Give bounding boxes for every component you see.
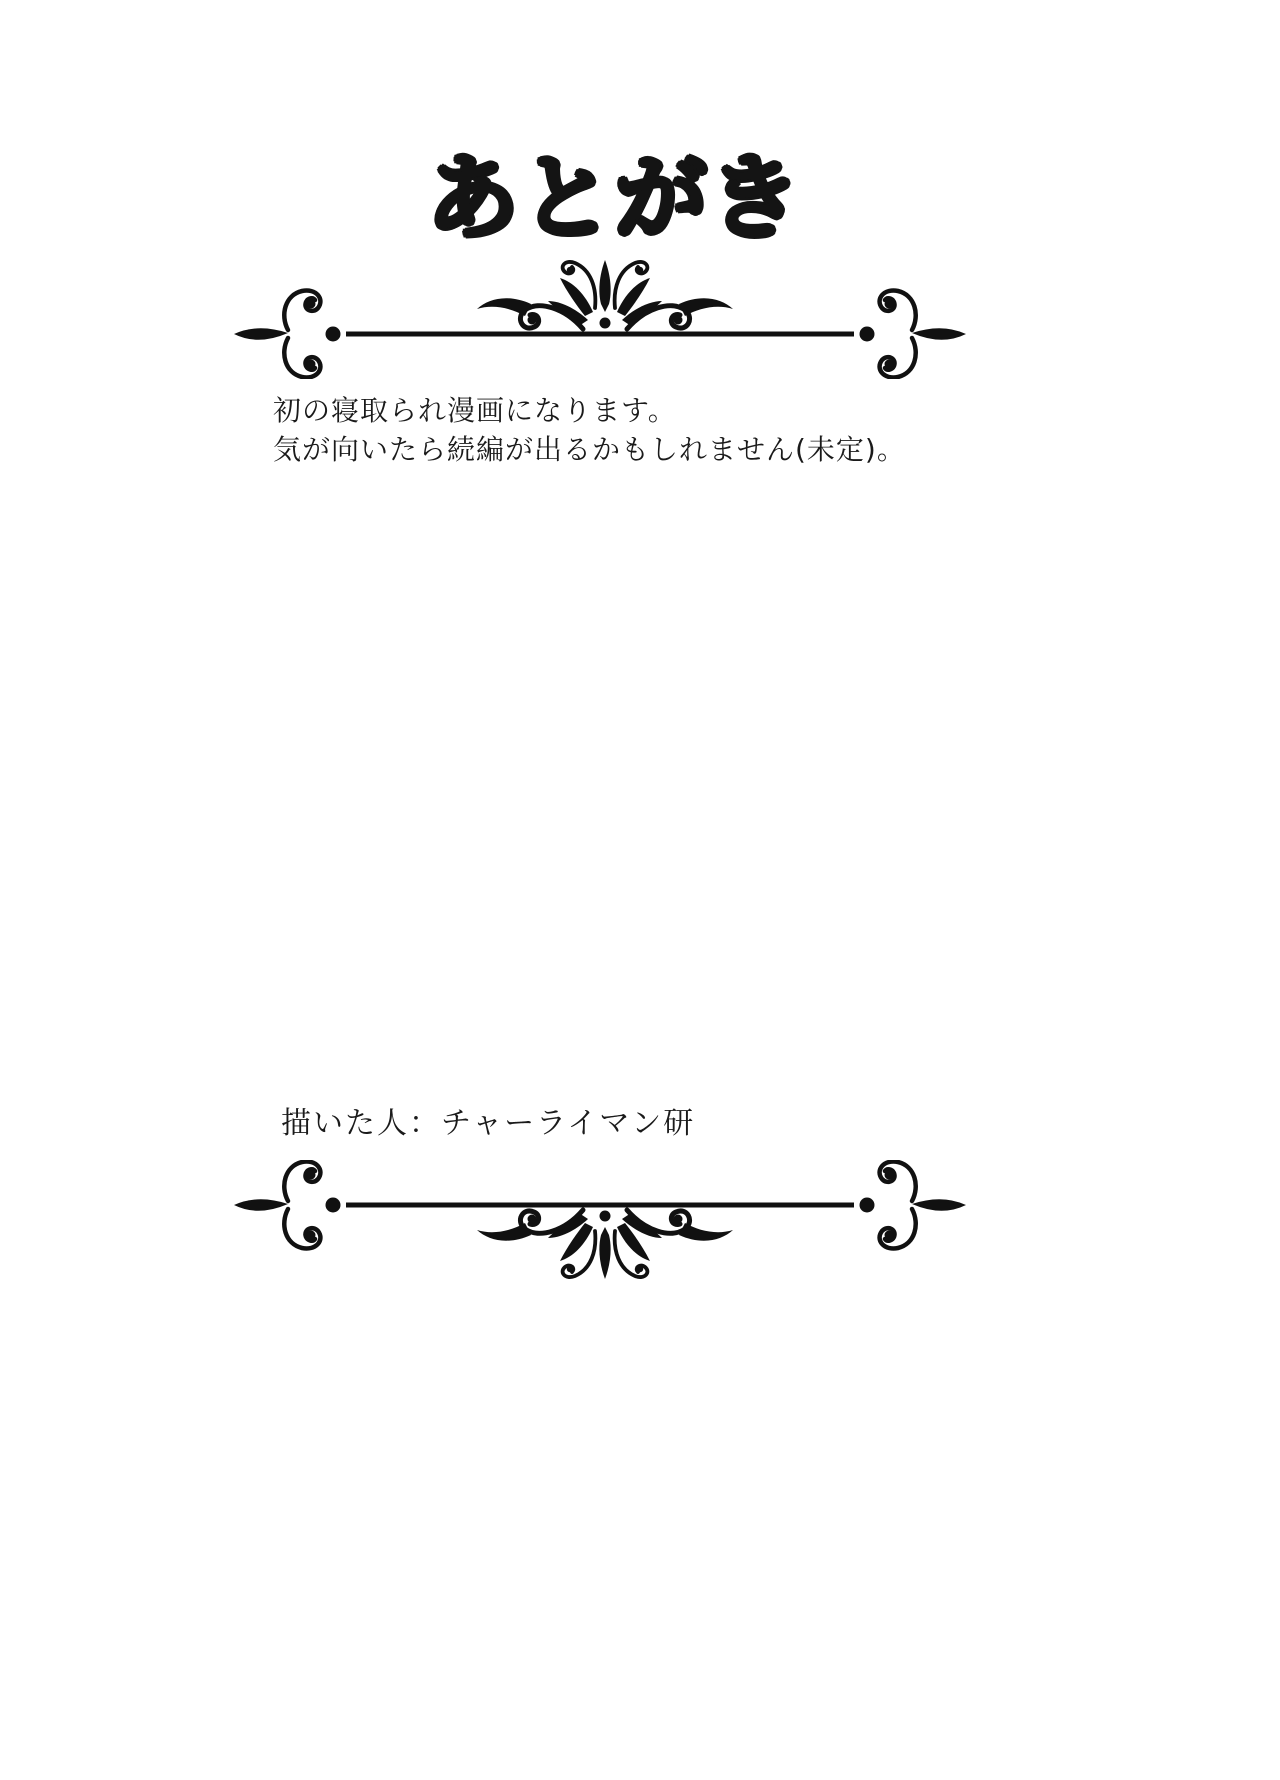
page-title: あとがき bbox=[426, 145, 804, 252]
right-flourish-icon bbox=[860, 1161, 967, 1248]
center-palmette-icon bbox=[477, 260, 733, 329]
left-flourish-icon bbox=[234, 290, 341, 377]
afterword-line-2: 気が向いたら続編が出るかもしれません(未定)。 bbox=[273, 433, 906, 466]
divider-top-ornament bbox=[230, 249, 970, 379]
center-palmette-icon bbox=[477, 1210, 733, 1279]
divider-bottom-ornament bbox=[230, 1160, 970, 1300]
afterword-line-1: 初の寝取られ漫画になります。 bbox=[273, 394, 677, 427]
divider-bottom bbox=[230, 1160, 970, 1300]
afterword-text bbox=[273, 391, 906, 469]
artist-credit: 描いた人：チャーライマン研 bbox=[281, 1106, 696, 1141]
divider-top bbox=[230, 249, 970, 379]
left-flourish-icon bbox=[234, 1161, 341, 1248]
right-flourish-icon bbox=[860, 290, 967, 377]
